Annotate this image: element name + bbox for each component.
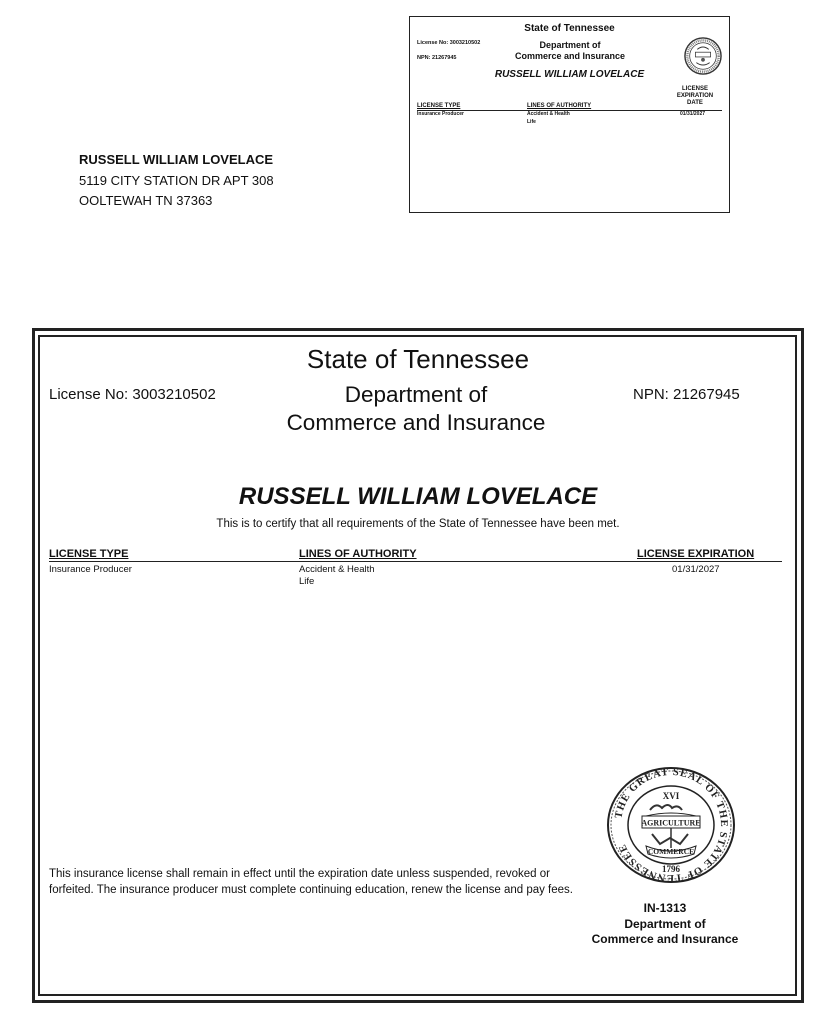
lines-of-authority-header: LINES OF AUTHORITY <box>299 548 417 560</box>
authority-item-2: Life <box>299 576 315 587</box>
card-state-title: State of Tennessee <box>524 23 615 34</box>
license-type-header: LICENSE TYPE <box>49 548 129 560</box>
card-lines-of-authority-header: LINES OF AUTHORITY <box>527 103 592 109</box>
certificate-license-number: License No: 3003210502 <box>49 386 216 403</box>
seal-number: XVI <box>662 791 680 801</box>
card-license-number: License No: 3003210502 <box>417 40 481 46</box>
seal-upper-word: AGRICULTURE <box>641 818 701 828</box>
card-license-type-value: Insurance Producer <box>417 111 464 117</box>
license-type-value: Insurance Producer <box>49 564 132 575</box>
certificate-department-line2: Commerce and Insurance <box>286 410 546 435</box>
card-npn: NPN: 21267945 <box>417 55 457 61</box>
form-department-line2: Commerce and Insurance <box>591 932 739 946</box>
seal-year: 1796 <box>662 864 680 874</box>
form-department-line1: Department of <box>624 916 706 931</box>
seal-ring-text: THE GREAT SEAL OF THE STATE OF TENNESSEE <box>613 766 730 884</box>
card-expiration-value: 01/31/2027 <box>680 111 706 117</box>
footer-line-2: forfeited. The insurance producer must complete continuing education, renew the license and pay fees. <box>49 884 573 896</box>
certificate-statement: This is to certify that all requirements of the State of Tennessee have been met. <box>216 518 620 530</box>
card-expiration-header-line2: EXPIRATION <box>676 93 714 99</box>
license-expiration-header: LICENSE EXPIRATION <box>637 548 755 560</box>
card-authority-1: Accident & Health <box>527 111 570 117</box>
card-department-line1: Department of <box>539 40 601 50</box>
certificate-department <box>266 381 566 437</box>
certificate-footer-notice <box>49 866 629 898</box>
form-number: IN-1313 <box>643 901 687 915</box>
tennessee-state-seal-icon <box>606 766 736 884</box>
address-city-state-zip: OOLTEWAH TN 37363 <box>79 193 213 208</box>
card-department-line2: Commerce and Insurance <box>514 51 626 61</box>
address-name: RUSSELL WILLIAM LOVELACE <box>79 152 274 167</box>
certificate-licensee-name: RUSSELL WILLIAM LOVELACE <box>238 483 598 510</box>
license-expiration-value: 01/31/2027 <box>672 564 720 575</box>
card-expiration-header-line3: DATE <box>687 100 703 106</box>
address-street: 5119 CITY STATION DR APT 308 <box>79 172 274 188</box>
certificate-department-line1: Department of <box>344 382 488 407</box>
card-license-type-header: LICENSE TYPE <box>417 103 461 109</box>
certificate-state-title: State of Tennessee <box>306 344 530 374</box>
certificate-npn: NPN: 21267945 <box>633 386 740 403</box>
footer-line-1: This insurance license shall remain in effect until the expiration date unless suspended, revoked or <box>49 868 550 880</box>
authority-item-1: Accident & Health <box>299 564 375 575</box>
card-licensee-name: RUSSELL WILLIAM LOVELACE <box>494 69 645 80</box>
card-authority-2: Life <box>527 119 536 125</box>
seal-lower-word: COMMERCE <box>647 847 695 856</box>
card-expiration-header-line1: LICENSE <box>681 86 708 92</box>
header-rule <box>49 561 782 562</box>
form-signature-block <box>560 901 770 948</box>
